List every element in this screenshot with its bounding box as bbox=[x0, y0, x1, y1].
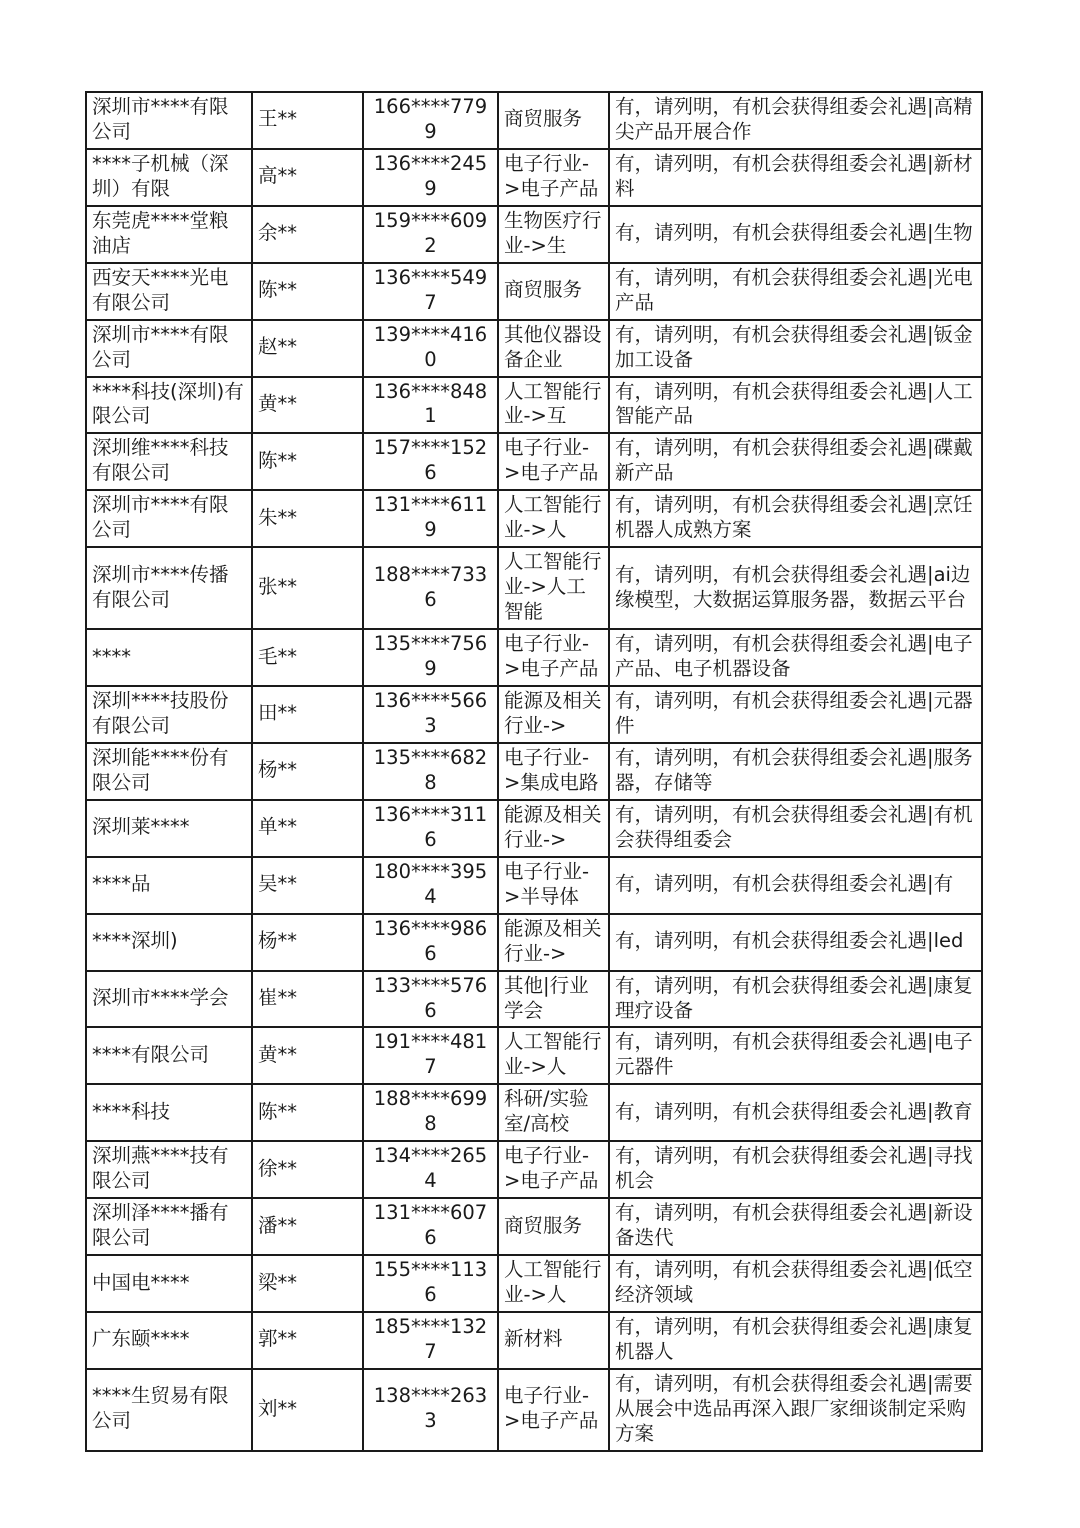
cell-contact: 潘** bbox=[252, 1198, 363, 1255]
cell-remark: 有，请列明，有机会获得组委会礼遇|康复机器人 bbox=[609, 1312, 982, 1369]
cell-contact: 毛** bbox=[252, 629, 363, 686]
cell-industry: 其他|行业学会 bbox=[498, 971, 609, 1028]
cell-remark: 有，请列明，有机会获得组委会礼遇|电子产品、电子机器设备 bbox=[609, 629, 982, 686]
cell-company: 东莞虎****堂粮油店 bbox=[86, 206, 252, 263]
cell-contact: 陈** bbox=[252, 263, 363, 320]
cell-remark: 有，请列明，有机会获得组委会礼遇|康复理疗设备 bbox=[609, 971, 982, 1028]
cell-phone: 191****4817 bbox=[363, 1027, 498, 1084]
cell-phone: 185****1327 bbox=[363, 1312, 498, 1369]
cell-industry: 科研/实验室/高校 bbox=[498, 1084, 609, 1141]
cell-company: ****品 bbox=[86, 857, 252, 914]
cell-phone: 131****6119 bbox=[363, 490, 498, 547]
cell-phone: 136****8481 bbox=[363, 377, 498, 434]
cell-contact: 余** bbox=[252, 206, 363, 263]
table-row bbox=[86, 263, 982, 320]
cell-remark: 有，请列明，有机会获得组委会礼遇|烹饪机器人成熟方案 bbox=[609, 490, 982, 547]
table-row bbox=[86, 686, 982, 743]
cell-remark: 有，请列明，有机会获得组委会礼遇|寻找机会 bbox=[609, 1141, 982, 1198]
cell-phone: 188****6998 bbox=[363, 1084, 498, 1141]
cell-industry: 商贸服务 bbox=[498, 263, 609, 320]
cell-company: ****生贸易有限公司 bbox=[86, 1369, 252, 1451]
cell-company: 深圳市****有限公司 bbox=[86, 320, 252, 377]
cell-phone: 157****1526 bbox=[363, 433, 498, 490]
cell-industry: 人工智能行业->互 bbox=[498, 377, 609, 434]
cell-company: 中国电**** bbox=[86, 1255, 252, 1312]
cell-phone: 155****1136 bbox=[363, 1255, 498, 1312]
cell-industry: 其他仪器设备企业 bbox=[498, 320, 609, 377]
cell-industry: 电子行业->电子产品 bbox=[498, 629, 609, 686]
table-row bbox=[86, 92, 982, 149]
cell-company: 广东颐**** bbox=[86, 1312, 252, 1369]
cell-phone: 136****5663 bbox=[363, 686, 498, 743]
cell-phone: 135****7569 bbox=[363, 629, 498, 686]
table-row bbox=[86, 1369, 982, 1451]
cell-phone: 133****5766 bbox=[363, 971, 498, 1028]
cell-company: ****深圳) bbox=[86, 914, 252, 971]
participant-table-container bbox=[85, 91, 981, 1452]
cell-phone: 180****3954 bbox=[363, 857, 498, 914]
cell-industry: 能源及相关行业-> bbox=[498, 800, 609, 857]
cell-remark: 有，请列明，有机会获得组委会礼遇|新设备迭代 bbox=[609, 1198, 982, 1255]
cell-remark: 有，请列明，有机会获得组委会礼遇|高精尖产品开展合作 bbox=[609, 92, 982, 149]
cell-remark: 有，请列明，有机会获得组委会礼遇|新材料 bbox=[609, 149, 982, 206]
cell-industry: 人工智能行业->人 bbox=[498, 1255, 609, 1312]
table-row bbox=[86, 1312, 982, 1369]
cell-phone: 166****7799 bbox=[363, 92, 498, 149]
cell-remark: 有，请列明，有机会获得组委会礼遇|有 bbox=[609, 857, 982, 914]
cell-industry: 生物医疗行业->生 bbox=[498, 206, 609, 263]
cell-remark: 有，请列明，有机会获得组委会礼遇|ai边缘模型，大数据运算服务器，数据云平台 bbox=[609, 547, 982, 629]
table-row bbox=[86, 857, 982, 914]
table-body bbox=[86, 92, 982, 1451]
cell-industry: 能源及相关行业-> bbox=[498, 914, 609, 971]
cell-phone: 159****6092 bbox=[363, 206, 498, 263]
cell-remark: 有，请列明，有机会获得组委会礼遇|led bbox=[609, 914, 982, 971]
cell-industry: 电子行业->电子产品 bbox=[498, 1369, 609, 1451]
cell-contact: 陈** bbox=[252, 433, 363, 490]
cell-industry: 电子行业->半导体 bbox=[498, 857, 609, 914]
cell-phone: 136****9866 bbox=[363, 914, 498, 971]
cell-industry: 能源及相关行业-> bbox=[498, 686, 609, 743]
table-row bbox=[86, 629, 982, 686]
cell-industry: 新材料 bbox=[498, 1312, 609, 1369]
cell-company: ****有限公司 bbox=[86, 1027, 252, 1084]
cell-contact: 赵** bbox=[252, 320, 363, 377]
cell-contact: 崔** bbox=[252, 971, 363, 1028]
cell-company: 深圳泽****播有限公司 bbox=[86, 1198, 252, 1255]
cell-phone: 135****6828 bbox=[363, 743, 498, 800]
cell-contact: 单** bbox=[252, 800, 363, 857]
cell-phone: 188****7336 bbox=[363, 547, 498, 629]
cell-contact: 王** bbox=[252, 92, 363, 149]
table-row bbox=[86, 320, 982, 377]
table-row bbox=[86, 800, 982, 857]
cell-company: 深圳市****有限公司 bbox=[86, 92, 252, 149]
cell-remark: 有，请列明，有机会获得组委会礼遇|服务器，存储等 bbox=[609, 743, 982, 800]
cell-phone: 139****4160 bbox=[363, 320, 498, 377]
table-row bbox=[86, 547, 982, 629]
table-row bbox=[86, 1027, 982, 1084]
cell-contact: 杨** bbox=[252, 914, 363, 971]
cell-company: **** bbox=[86, 629, 252, 686]
cell-company: 深圳能****份有限公司 bbox=[86, 743, 252, 800]
cell-remark: 有，请列明，有机会获得组委会礼遇|有机会获得组委会 bbox=[609, 800, 982, 857]
cell-company: 深圳市****有限公司 bbox=[86, 490, 252, 547]
table-row bbox=[86, 914, 982, 971]
cell-remark: 有，请列明，有机会获得组委会礼遇|需要从展会中选品再深入跟厂家细谈制定采购方案 bbox=[609, 1369, 982, 1451]
cell-industry: 电子行业->电子产品 bbox=[498, 433, 609, 490]
cell-remark: 有，请列明，有机会获得组委会礼遇|教育 bbox=[609, 1084, 982, 1141]
cell-contact: 梁** bbox=[252, 1255, 363, 1312]
cell-phone: 138****2633 bbox=[363, 1369, 498, 1451]
cell-contact: 陈** bbox=[252, 1084, 363, 1141]
cell-contact: 刘** bbox=[252, 1369, 363, 1451]
table-row bbox=[86, 1084, 982, 1141]
cell-company: 西安天****光电有限公司 bbox=[86, 263, 252, 320]
table-row bbox=[86, 743, 982, 800]
cell-phone: 136****3116 bbox=[363, 800, 498, 857]
cell-contact: 张** bbox=[252, 547, 363, 629]
cell-contact: 田** bbox=[252, 686, 363, 743]
table-row bbox=[86, 1141, 982, 1198]
cell-industry: 人工智能行业->人工智能 bbox=[498, 547, 609, 629]
table-row bbox=[86, 206, 982, 263]
cell-company: ****科技 bbox=[86, 1084, 252, 1141]
cell-industry: 人工智能行业->人 bbox=[498, 1027, 609, 1084]
cell-phone: 136****5497 bbox=[363, 263, 498, 320]
table-row bbox=[86, 971, 982, 1028]
cell-company: 深圳燕****技有限公司 bbox=[86, 1141, 252, 1198]
cell-remark: 有，请列明，有机会获得组委会礼遇|人工智能产品 bbox=[609, 377, 982, 434]
cell-company: 深圳****技股份有限公司 bbox=[86, 686, 252, 743]
table-row bbox=[86, 490, 982, 547]
cell-remark: 有，请列明，有机会获得组委会礼遇|低空经济领域 bbox=[609, 1255, 982, 1312]
cell-industry: 人工智能行业->人 bbox=[498, 490, 609, 547]
cell-contact: 吴** bbox=[252, 857, 363, 914]
cell-industry: 电子行业->集成电路 bbox=[498, 743, 609, 800]
cell-phone: 131****6076 bbox=[363, 1198, 498, 1255]
cell-contact: 朱** bbox=[252, 490, 363, 547]
cell-contact: 杨** bbox=[252, 743, 363, 800]
cell-remark: 有，请列明，有机会获得组委会礼遇|钣金加工设备 bbox=[609, 320, 982, 377]
cell-remark: 有，请列明，有机会获得组委会礼遇|光电产品 bbox=[609, 263, 982, 320]
participant-table bbox=[85, 91, 983, 1452]
cell-company: 深圳莱**** bbox=[86, 800, 252, 857]
cell-industry: 商贸服务 bbox=[498, 92, 609, 149]
cell-remark: 有，请列明，有机会获得组委会礼遇|电子元器件 bbox=[609, 1027, 982, 1084]
cell-industry: 电子行业->电子产品 bbox=[498, 149, 609, 206]
cell-contact: 黄** bbox=[252, 377, 363, 434]
table-row bbox=[86, 1198, 982, 1255]
cell-contact: 郭** bbox=[252, 1312, 363, 1369]
cell-phone: 136****2459 bbox=[363, 149, 498, 206]
table-row bbox=[86, 433, 982, 490]
cell-contact: 黄** bbox=[252, 1027, 363, 1084]
cell-company: 深圳维****科技有限公司 bbox=[86, 433, 252, 490]
cell-contact: 高** bbox=[252, 149, 363, 206]
cell-remark: 有，请列明，有机会获得组委会礼遇|生物 bbox=[609, 206, 982, 263]
cell-remark: 有，请列明，有机会获得组委会礼遇|碟戴新产品 bbox=[609, 433, 982, 490]
table-row bbox=[86, 1255, 982, 1312]
table-row bbox=[86, 149, 982, 206]
cell-phone: 134****2654 bbox=[363, 1141, 498, 1198]
cell-industry: 电子行业->电子产品 bbox=[498, 1141, 609, 1198]
cell-company: 深圳市****学会 bbox=[86, 971, 252, 1028]
cell-contact: 徐** bbox=[252, 1141, 363, 1198]
cell-company: ****科技(深圳)有限公司 bbox=[86, 377, 252, 434]
table-row bbox=[86, 377, 982, 434]
cell-remark: 有，请列明，有机会获得组委会礼遇|元器件 bbox=[609, 686, 982, 743]
cell-industry: 商贸服务 bbox=[498, 1198, 609, 1255]
cell-company: ****子机械（深圳）有限 bbox=[86, 149, 252, 206]
cell-company: 深圳市****传播有限公司 bbox=[86, 547, 252, 629]
